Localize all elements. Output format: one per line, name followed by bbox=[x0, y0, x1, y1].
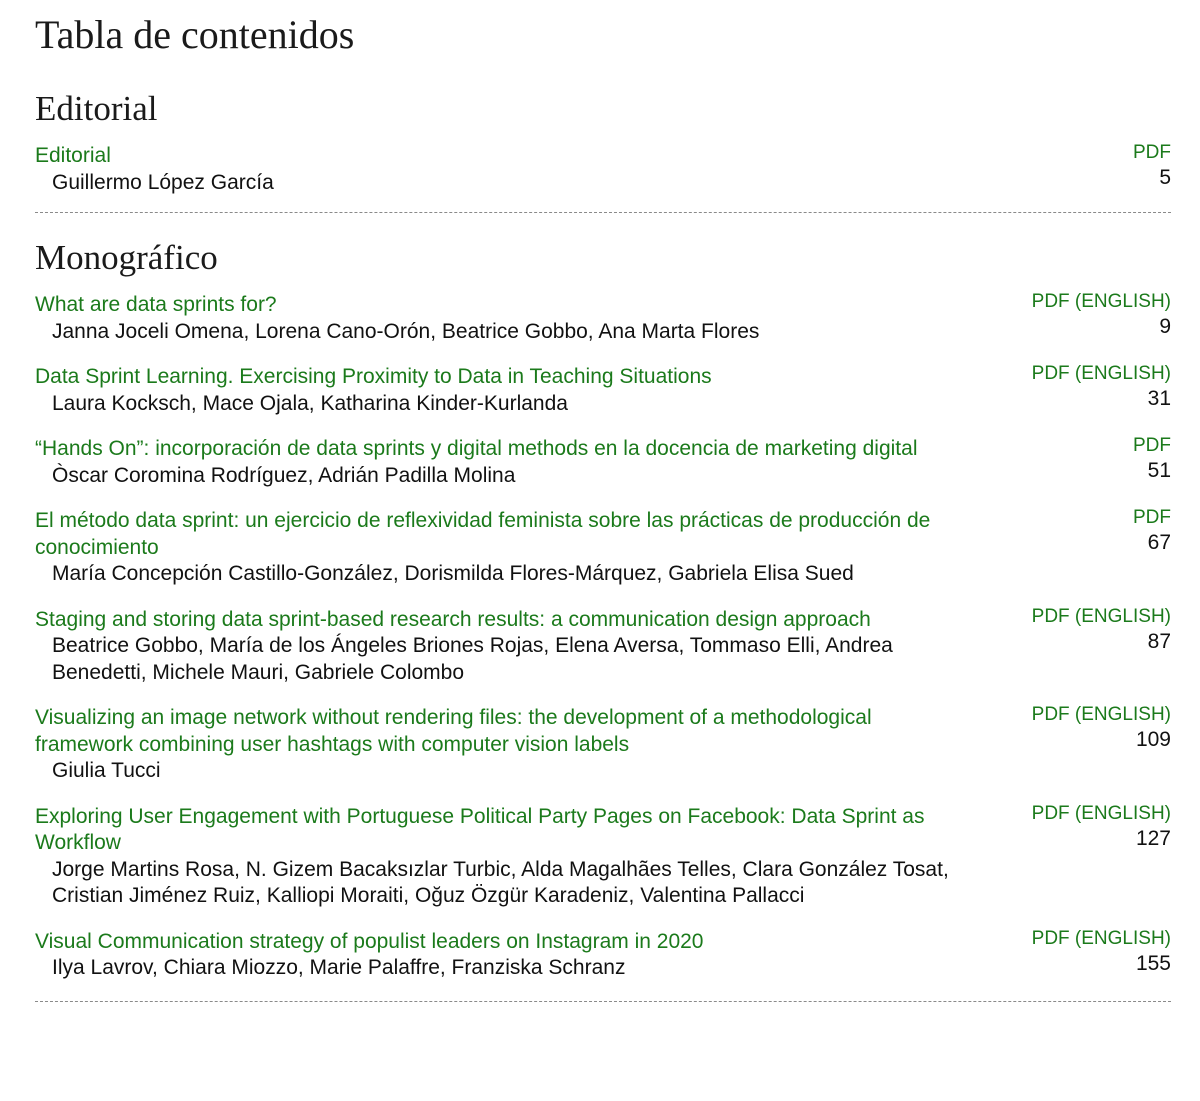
article-authors: Laura Kocksch, Mace Ojala, Katharina Kinder-Kurlanda bbox=[52, 391, 568, 415]
pdf-galley-link[interactable]: PDF bbox=[1133, 507, 1171, 528]
article-meta bbox=[1133, 433, 1171, 483]
article-title-link[interactable]: El método data sprint: un ejercicio de reflexividad feminista sobre las prácticas de producción de conocimiento bbox=[35, 509, 931, 559]
article-item bbox=[35, 705, 1171, 785]
article-authors: Janna Joceli Omena, Lorena Cano-Orón, Beatrice Gobbo, Ana Marta Flores bbox=[52, 319, 760, 343]
article-pages: 5 bbox=[1159, 166, 1171, 189]
article-authors: Ilya Lavrov, Chiara Miozzo, Marie Palaffre, Franziska Schranz bbox=[52, 956, 626, 979]
article-pages: 155 bbox=[1135, 951, 1171, 975]
table-of-contents bbox=[35, 0, 1171, 1002]
pdf-galley-link[interactable]: PDF (ENGLISH) bbox=[1031, 802, 1171, 824]
article-item bbox=[35, 607, 1171, 687]
article-title-link[interactable]: Editorial bbox=[35, 144, 111, 167]
article-meta bbox=[1133, 505, 1171, 555]
article-pages: 87 bbox=[1147, 629, 1171, 653]
section-articles-editorial bbox=[35, 143, 1171, 196]
article-item bbox=[35, 929, 1171, 982]
section-articles-monografico bbox=[35, 292, 1171, 982]
article-title-link[interactable]: Exploring User Engagement with Portuguese Political Party Pages on Facebook: Data Sprint as Workflow bbox=[35, 804, 925, 854]
article-authors: Beatrice Gobbo, María de los Ángeles Briones Rojas, Elena Aversa, Tommaso Elli, Andrea Benedetti, Michele Mauri, Gabriele Colombo bbox=[52, 634, 893, 684]
pdf-galley-link[interactable]: PDF bbox=[1133, 142, 1171, 163]
pdf-galley-link[interactable]: PDF (ENGLISH) bbox=[1031, 291, 1171, 312]
article-meta bbox=[1032, 604, 1171, 654]
page-title: Tabla de contenidos bbox=[35, 12, 355, 57]
article-pages: 67 bbox=[1147, 531, 1171, 554]
article-meta bbox=[1032, 801, 1171, 851]
article-title-link[interactable]: Visualizing an image network without rendering files: the development of a methodological framework combining user hashtags with computer vision labels bbox=[35, 706, 872, 756]
article-item bbox=[35, 143, 1171, 196]
article-meta bbox=[1032, 289, 1171, 339]
pdf-galley-link[interactable]: PDF (ENGLISH) bbox=[1031, 704, 1171, 725]
article-title-link[interactable]: Staging and storing data sprint-based research results: a communication design approach bbox=[35, 607, 871, 631]
article-title-link[interactable]: Data Sprint Learning. Exercising Proximity to Data in Teaching Situations bbox=[35, 365, 712, 388]
article-authors: Jorge Martins Rosa, N. Gizem Bacaksızlar Turbic, Alda Magalhães Telles, Clara González Tosat, Cristian Jiménez Ruiz, Kalliopi Moraiti, Oğuz Özgür Karadeniz, Valentina Pallacci bbox=[52, 857, 949, 907]
article-meta bbox=[1032, 926, 1171, 976]
pdf-galley-link[interactable]: PDF (ENGLISH) bbox=[1031, 927, 1171, 949]
article-item bbox=[35, 804, 1171, 910]
pdf-galley-link[interactable]: PDF bbox=[1133, 435, 1171, 456]
article-item bbox=[35, 364, 1171, 417]
article-meta bbox=[1032, 702, 1171, 752]
article-meta bbox=[1133, 140, 1171, 190]
article-title-link[interactable]: What are data sprints for? bbox=[35, 293, 277, 316]
article-authors: Òscar Coromina Rodríguez, Adrián Padilla Molina bbox=[52, 463, 516, 487]
article-item bbox=[35, 508, 1171, 588]
article-authors: Giulia Tucci bbox=[52, 759, 161, 782]
article-pages: 127 bbox=[1135, 826, 1171, 850]
article-item bbox=[35, 436, 1171, 489]
article-title-link[interactable]: Visual Communication strategy of populist leaders on Instagram in 2020 bbox=[35, 929, 704, 953]
pdf-galley-link[interactable]: PDF (ENGLISH) bbox=[1031, 605, 1171, 627]
article-pages: 51 bbox=[1147, 459, 1171, 482]
pdf-galley-link[interactable]: PDF (ENGLISH) bbox=[1031, 363, 1171, 384]
article-authors: María Concepción Castillo-González, Dorismilda Flores-Márquez, Gabriela Elisa Sued bbox=[52, 562, 854, 585]
article-pages: 109 bbox=[1135, 728, 1171, 751]
section-separator bbox=[35, 212, 1171, 213]
article-authors: Guillermo López García bbox=[52, 170, 274, 194]
section-separator bbox=[35, 1001, 1171, 1002]
article-pages: 9 bbox=[1159, 315, 1171, 338]
section-title-monografico: Monográfico bbox=[35, 238, 218, 277]
section-title-editorial: Editorial bbox=[35, 89, 158, 128]
article-pages: 31 bbox=[1147, 387, 1171, 410]
article-item bbox=[35, 292, 1171, 345]
article-title-link[interactable]: “Hands On”: incorporación de data sprints y digital methods en la docencia de marketing digital bbox=[35, 437, 918, 460]
article-meta bbox=[1032, 361, 1171, 411]
